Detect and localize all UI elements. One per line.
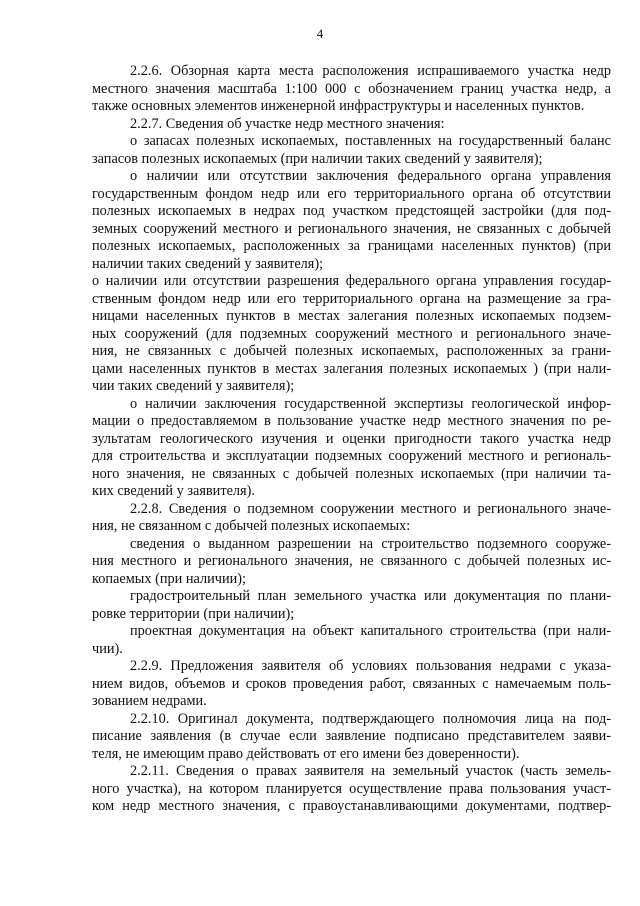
text-line: цами населенных пунктов в местах залегания полезных ископаемых ) (при нали- [92,360,611,377]
text-line: государственным фондом недр или его территориального органа об отсутствии [92,185,611,202]
text-line: сведения о выданном разрешении на строительство подземного сооруже- [130,535,611,552]
text-line: ного участка), на котором планируется осуществление права пользования участ- [92,780,611,797]
text-line: мации о предоставляемом в пользование участке недр местного значения по ре- [92,413,611,429]
text-line: 2.2.11. Сведения о правах заявителя на земельный участок (часть земель- [130,763,611,779]
text-line: 2.2.7. Сведения об участке недр местного значения: [130,115,445,132]
text-line: ных сооружений (для подземных сооружений местного и регионального значе- [92,325,611,342]
text-line: теля, не имеющим право действовать от его имени без доверенности). [92,745,520,762]
text-line: ницами населенных пунктов в местах залегания полезных ископаемых подзем- [92,308,611,324]
text-line: ния, не связанных с добычей полезных ископаемых, расположенных за грани- [92,343,611,359]
text-line: градостроительный план земельного участка или документация по плани- [130,588,611,604]
text-line: чии таких сведений у заявителя); [92,378,295,394]
text-line: ного значения, не связанных с добычей полезных ископаемых (при наличии та- [92,465,611,482]
text-line: проектная документация на объект капитального строительства (при нали- [130,623,611,639]
text-line: запасов полезных ископаемых (при наличии таких сведений у заявителя); [92,150,543,167]
text-line: ком недр местного значения, с правоустанавливающими документами, подтвер- [92,798,611,814]
text-line: копаемых (при наличии); [92,570,247,587]
text-line: 2.2.10. Оригинал документа, подтверждающего полномочия лица на под- [130,710,611,727]
text-line: ственным фондом недр или его территориального органа на размещение за гра- [92,290,611,307]
text-line: ровке территории (при наличии); [92,605,295,622]
text-line: также основных элементов инженерной инфраструктуры и населенных пунктов. [92,98,585,114]
text-line: ния местного и регионального значения, не связанного с добычей полезных ис- [92,553,611,569]
text-line: о наличии или отсутствии заключения федерального органа управления [130,168,611,184]
text-line: наличии таких сведений у заявителя); [92,255,324,272]
text-line: чии). [92,640,123,657]
text-line: местного значения масштаба 1:100 000 с обозначением границ участка недр, а [92,80,611,97]
text-line: 2.2.6. Обзорная карта места расположения испрашиваемого участка недр [130,63,611,79]
text-line: 2.2.9. Предложения заявителя об условиях пользования недрами с указа- [130,658,611,674]
text-line: полезных ископаемых в недрах под участком предстоящей застройки (для под- [92,203,611,219]
text-line: зультатам геологического изучения и оценки пригодности такого участка недр [92,430,611,447]
text-line: земных сооружений местного и регионального значения, не связанных с добычей [92,220,611,237]
text-line: 2.2.8. Сведения о подземном сооружении местного и регионального значе- [130,500,611,517]
text-line: полезных ископаемых, расположенных за границами населенных пунктов) (при [92,238,611,254]
text-line: писание заявления (в случае если заявление подписано представителем заяви- [92,728,611,744]
text-line: зованием недрами. [92,693,207,709]
text-line: для строительства и эксплуатации подземных сооружений местного и региональ- [92,448,611,464]
text-line: о запасах полезных ископаемых, поставленных на государственный баланс [130,133,611,149]
text-line: ния, не связанном с добычей полезных ископаемых: [92,518,411,534]
text-line: ких сведений у заявителя). [92,483,255,499]
text-line: о наличии заключения государственной экспертизы геологической инфор- [130,395,611,412]
text-line: о наличии или отсутствии разрешения федерального органа управления государ- [92,273,611,289]
text-line: нием видов, объемов и сроков проведения работ, связанных с намечаемым поль- [92,675,611,692]
document-body [92,63,611,816]
page-number: 4 [316,26,324,41]
